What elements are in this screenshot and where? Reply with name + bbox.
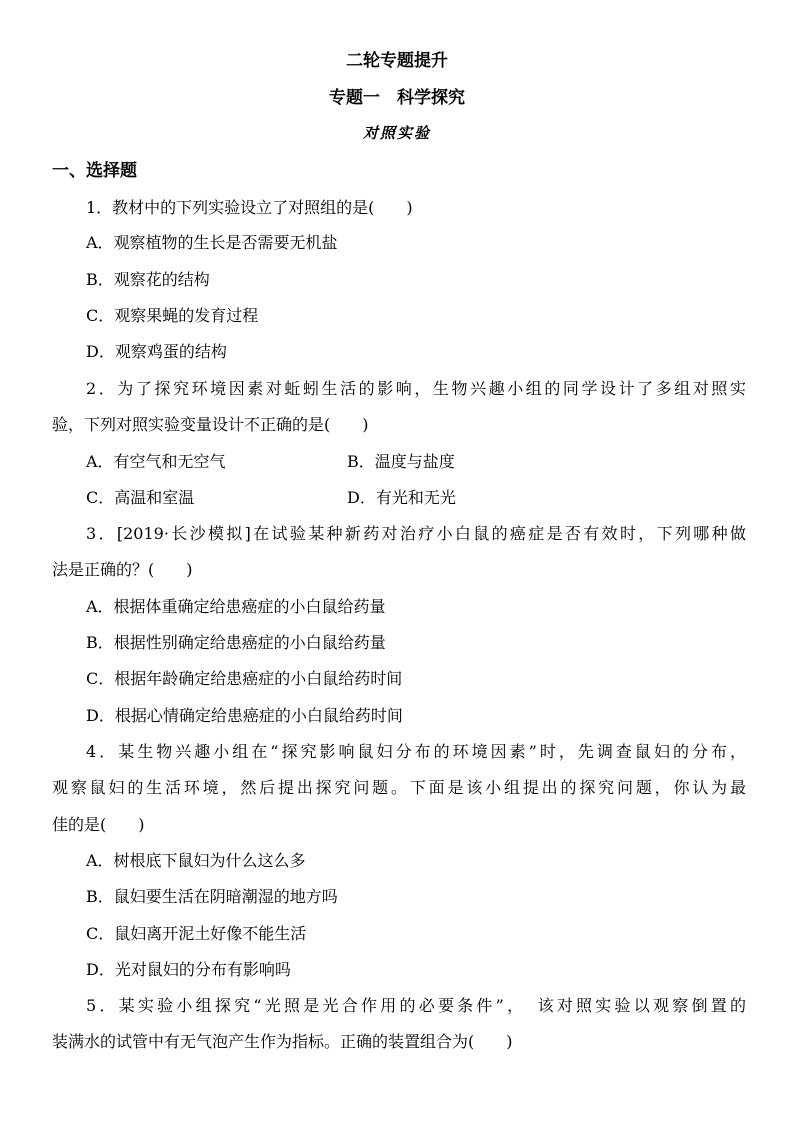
question-3-stem-line-1: 3．[2019·长沙模拟]在试验某种新药对治疗小白鼠的癌症是否有效时，下列哪种做 [86, 524, 746, 543]
question-3-option-d: D．根据心情确定给患癌症的小白鼠给药时间 [86, 706, 403, 725]
question-2-stem-line-2: 验，下列对照实验变量设计不正确的是( ) [52, 415, 369, 434]
question-2-option-c: C．高温和室温 [86, 488, 195, 507]
question-3-stem-line-2: 法是正确的？( ) [52, 560, 193, 579]
question-4-stem-line-3: 佳的是( ) [52, 815, 145, 834]
question-2-option-b: B．温度与盐度 [347, 452, 455, 471]
document-subtitle: 专题一 科学探究 [329, 88, 465, 108]
question-1-option-c: C．观察果蝇的发育过程 [86, 306, 259, 325]
section-heading: 一、选择题 [52, 161, 137, 181]
question-3-option-c: C．根据年龄确定给患癌症的小白鼠给药时间 [86, 669, 403, 688]
question-4-option-d: D．光对鼠妇的分布有影响吗 [86, 960, 291, 979]
question-4-option-c: C．鼠妇离开泥土好像不能生活 [86, 924, 307, 943]
question-1-option-b: B．观察花的结构 [86, 270, 210, 289]
question-2-option-d: D．有光和无光 [347, 488, 456, 507]
question-1-option-a: A．观察植物的生长是否需要无机盐 [86, 233, 338, 252]
question-4-stem-line-2: 观察鼠妇的生活环境，然后提出探究问题。下面是该小组提出的探究问题，你认为最 [52, 778, 746, 797]
topic-heading: 对照实验 [362, 124, 431, 142]
question-3-option-a: A．根据体重确定给患癌症的小白鼠给药量 [86, 597, 386, 616]
question-4-stem-line-1: 4．某生物兴趣小组在“探究影响鼠妇分布的环境因素”时，先调查鼠妇的分布， [86, 742, 746, 761]
question-3-option-b: B．根据性别确定给患癌症的小白鼠给药量 [86, 633, 386, 652]
question-1-option-d: D．观察鸡蛋的结构 [86, 342, 227, 361]
document-title: 二轮专题提升 [346, 51, 448, 71]
question-1-stem: 1．教材中的下列实验设立了对照组的是( ) [86, 198, 413, 217]
question-4-option-a: A．树根底下鼠妇为什么这么多 [86, 851, 306, 870]
question-2-option-a: A．有空气和无空气 [86, 452, 226, 471]
question-2-stem-line-1: 2．为了探究环境因素对蚯蚓生活的影响，生物兴趣小组的同学设计了多组对照实 [86, 379, 746, 398]
question-5-stem-line-2: 装满水的试管中有无气泡产生作为指标。正确的装置组合为( ) [52, 1032, 513, 1051]
question-5-stem-line-1: 5．某实验小组探究“光照是光合作用的必要条件”， 该对照实验以观察倒置的 [86, 996, 746, 1015]
question-4-option-b: B．鼠妇要生活在阴暗潮湿的地方吗 [86, 887, 338, 906]
